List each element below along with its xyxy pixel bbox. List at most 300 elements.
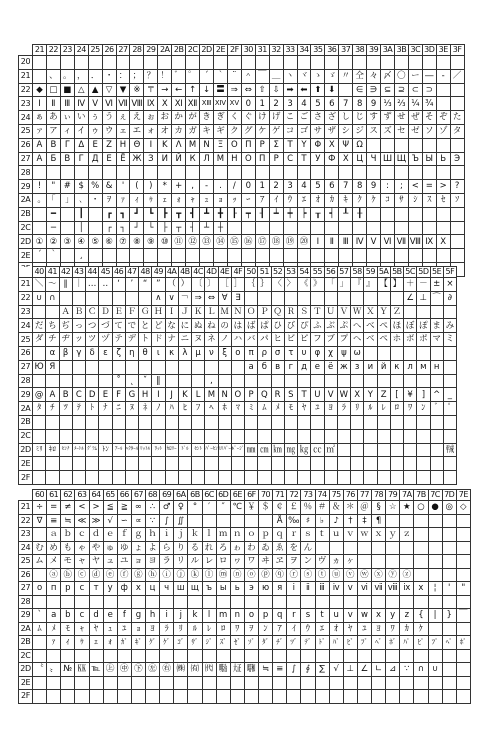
glyph-cell xyxy=(284,291,297,305)
glyph-cell: ⓝ xyxy=(230,568,244,582)
glyph-cell xyxy=(283,56,297,70)
glyph-cell: ト xyxy=(139,333,152,347)
glyph-cell: パ xyxy=(258,333,271,347)
glyph-cell: ⓘ xyxy=(160,568,174,582)
glyph-cell: ヮ xyxy=(230,555,244,569)
glyph-cell: を xyxy=(287,541,301,555)
glyph-cell: ： xyxy=(116,69,130,83)
glyph-cell xyxy=(112,471,125,485)
glyph-cell: ﾚ xyxy=(377,402,390,416)
glyph-cell: ¨ xyxy=(227,69,241,83)
glyph-cell: ⑦ xyxy=(116,235,130,249)
glyph-cell xyxy=(61,595,75,609)
glyph-cell xyxy=(33,568,47,582)
glyph-cell: ｨ xyxy=(130,193,144,207)
glyph-cell xyxy=(337,443,350,457)
glyph-cell: た xyxy=(450,111,464,125)
glyph-cell xyxy=(364,443,377,457)
glyph-cell: ⊃ xyxy=(422,83,436,97)
glyph-cell xyxy=(343,541,357,555)
glyph-cell: 」 xyxy=(337,278,350,292)
glyph-cell: 〓 xyxy=(213,83,227,97)
glyph-cell xyxy=(386,649,400,663)
glyph-cell xyxy=(325,166,339,180)
glyph-cell: ” xyxy=(152,278,165,292)
glyph-cell: ⇔ xyxy=(205,291,218,305)
glyph-cell: ザ xyxy=(325,124,339,138)
glyph-cell: ！ xyxy=(158,69,172,83)
glyph-cell: ボ xyxy=(404,333,417,347)
glyph-cell: ⓚ xyxy=(188,568,202,582)
glyph-cell: ㊧ xyxy=(146,663,160,677)
glyph-cell xyxy=(47,690,61,704)
glyph-cell: ⑪ xyxy=(172,235,186,249)
glyph-cell: ペ xyxy=(377,333,390,347)
glyph-cell xyxy=(160,676,174,690)
glyph-cell: д xyxy=(298,360,311,374)
glyph-cell: ※ xyxy=(130,83,144,97)
glyph-cell: Х xyxy=(339,152,353,166)
glyph-cell: ｕ xyxy=(329,528,343,542)
glyph-cell xyxy=(364,346,377,360)
glyph-cell: u xyxy=(329,609,343,623)
row-label: 23 xyxy=(19,97,33,111)
column-header: 37 xyxy=(339,45,353,56)
glyph-cell: Ｇ xyxy=(139,305,152,319)
table-row xyxy=(19,555,471,569)
glyph-cell xyxy=(216,676,230,690)
glyph-cell: Ⅰ xyxy=(33,97,47,111)
glyph-cell xyxy=(33,415,46,429)
glyph-cell xyxy=(329,595,343,609)
glyph-cell xyxy=(218,374,231,388)
glyph-cell: ＿ xyxy=(269,69,283,83)
glyph-cell xyxy=(117,595,131,609)
glyph-cell: ∪ xyxy=(33,291,46,305)
column-header: 48 xyxy=(139,267,152,278)
glyph-cell: ╂ xyxy=(353,207,367,221)
row-label: 21 xyxy=(19,69,33,83)
glyph-cell: c xyxy=(75,609,89,623)
glyph-cell xyxy=(61,690,75,704)
glyph-cell xyxy=(442,595,456,609)
glyph-cell xyxy=(152,360,165,374)
glyph-cell xyxy=(258,471,271,485)
glyph-cell: ﾒ xyxy=(47,622,61,636)
glyph-cell: 【 xyxy=(377,278,390,292)
glyph-cell: ｳ xyxy=(283,193,297,207)
glyph-cell xyxy=(311,374,324,388)
glyph-cell xyxy=(400,649,414,663)
glyph-cell xyxy=(165,374,178,388)
glyph-cell xyxy=(230,676,244,690)
glyph-cell: ⑤ xyxy=(88,235,102,249)
glyph-cell: Ё xyxy=(116,152,130,166)
glyph-cell: ﾅ xyxy=(99,402,112,416)
glyph-cell: き xyxy=(200,111,214,125)
glyph-cell: ∫ xyxy=(160,514,174,528)
table-corner xyxy=(19,267,33,278)
glyph-cell xyxy=(218,471,231,485)
glyph-cell: ﾃﾞ xyxy=(301,636,315,650)
glyph-cell xyxy=(394,249,408,263)
glyph-cell xyxy=(89,595,103,609)
glyph-cell: e xyxy=(103,609,117,623)
glyph-cell: ⊥ xyxy=(417,291,430,305)
glyph-cell xyxy=(255,221,269,235)
glyph-cell xyxy=(230,595,244,609)
glyph-cell: ∽ xyxy=(117,514,131,528)
glyph-cell: ， xyxy=(74,69,88,83)
glyph-cell: く xyxy=(227,111,241,125)
glyph-cell: ν xyxy=(205,346,218,360)
glyph-cell: ｉ xyxy=(160,528,174,542)
glyph-cell xyxy=(456,595,470,609)
glyph-cell: ｹ xyxy=(367,193,381,207)
glyph-cell: Ⅰ xyxy=(311,235,325,249)
glyph-cell xyxy=(450,97,464,111)
glyph-cell: ⑯ xyxy=(241,235,255,249)
glyph-cell xyxy=(271,291,284,305)
glyph-cell: ∟ xyxy=(372,663,386,677)
column-header: 50 xyxy=(245,267,258,278)
column-header: 55 xyxy=(311,267,324,278)
glyph-cell: ㍽ xyxy=(230,663,244,677)
glyph-cell: カ xyxy=(172,124,186,138)
table-row xyxy=(19,111,465,125)
glyph-cell: ｂ xyxy=(61,528,75,542)
glyph-cell: к xyxy=(390,360,403,374)
glyph-cell xyxy=(86,291,99,305)
glyph-cell xyxy=(430,374,443,388)
glyph-cell: ｚ xyxy=(400,528,414,542)
glyph-cell: k xyxy=(188,609,202,623)
row-label: 23 xyxy=(19,528,33,542)
glyph-cell: = xyxy=(47,501,61,515)
glyph-cell: ﾝ xyxy=(417,402,430,416)
glyph-cell xyxy=(259,595,273,609)
glyph-cell xyxy=(46,305,59,319)
glyph-cell: Γ xyxy=(60,138,74,152)
glyph-cell: ﾖ xyxy=(372,622,386,636)
column-header: 30 xyxy=(241,45,255,56)
glyph-cell: ｛ xyxy=(245,278,258,292)
glyph-cell xyxy=(178,429,191,443)
glyph-cell xyxy=(351,415,364,429)
column-header: 47 xyxy=(125,267,138,278)
table-row xyxy=(19,636,471,650)
glyph-cell: ヲ xyxy=(287,555,301,569)
glyph-cell xyxy=(408,249,422,263)
glyph-cell: - xyxy=(200,180,214,194)
glyph-cell: ∇ xyxy=(33,514,47,528)
glyph-cell: ア xyxy=(46,124,60,138)
glyph-cell xyxy=(178,360,191,374)
glyph-cell xyxy=(231,471,244,485)
glyph-cell: ∴ xyxy=(146,501,160,515)
glyph-cell xyxy=(192,360,205,374)
glyph-cell xyxy=(216,514,230,528)
column-header: 7B xyxy=(414,490,428,501)
glyph-cell xyxy=(72,415,85,429)
glyph-cell xyxy=(160,690,174,704)
glyph-cell: ゴ xyxy=(297,124,311,138)
glyph-cell: Β xyxy=(46,138,60,152)
glyph-cell xyxy=(404,443,417,457)
glyph-cell: 3 xyxy=(283,180,297,194)
column-header: 36 xyxy=(325,45,339,56)
glyph-cell xyxy=(103,690,117,704)
glyph-cell xyxy=(404,471,417,485)
table-row xyxy=(19,595,471,609)
row-label: 2D xyxy=(19,443,33,457)
glyph-cell: ｐ xyxy=(259,528,273,542)
glyph-cell xyxy=(186,56,200,70)
glyph-cell xyxy=(422,166,436,180)
glyph-cell: ？ xyxy=(144,69,158,83)
glyph-cell xyxy=(297,249,311,263)
row-label: 21 xyxy=(19,278,33,292)
column-header: 56 xyxy=(324,267,337,278)
column-header: 5F xyxy=(443,267,456,278)
column-header: 2D xyxy=(201,45,212,54)
glyph-cell xyxy=(244,676,258,690)
row-label: 22 xyxy=(19,291,33,305)
glyph-cell: ⊆ xyxy=(381,83,395,97)
glyph-cell: * xyxy=(158,180,172,194)
glyph-cell: ! xyxy=(33,180,47,194)
glyph-cell xyxy=(284,415,297,429)
glyph-cell: ‚ xyxy=(205,374,218,388)
glyph-cell xyxy=(60,207,74,221)
glyph-cell: ο xyxy=(231,346,244,360)
glyph-cell: ≡ xyxy=(47,514,61,528)
table-row xyxy=(19,249,465,263)
glyph-cell: ｾ xyxy=(436,193,450,207)
glyph-cell: ﾐ xyxy=(245,402,258,416)
glyph-cell: Ⅵ xyxy=(102,97,116,111)
glyph-cell: ﾍｸﾀｰﾙ xyxy=(125,443,138,457)
glyph-cell xyxy=(298,429,311,443)
glyph-cell: Ⅷ xyxy=(408,235,422,249)
glyph-cell: п xyxy=(47,582,61,596)
glyph-cell: の xyxy=(218,319,231,333)
glyph-cell xyxy=(174,690,188,704)
glyph-cell: ｶﾞ xyxy=(117,636,131,650)
glyph-cell xyxy=(174,649,188,663)
glyph-cell: ＾ xyxy=(241,69,255,83)
row-label: 2F xyxy=(19,690,33,704)
glyph-cell: j xyxy=(174,609,188,623)
glyph-cell xyxy=(61,649,75,663)
glyph-cell xyxy=(311,291,324,305)
glyph-cell: B xyxy=(59,388,72,402)
glyph-cell xyxy=(443,415,456,429)
table-row xyxy=(19,609,471,623)
glyph-cell: ク xyxy=(227,124,241,138)
glyph-cell: ／ xyxy=(450,69,464,83)
glyph-cell xyxy=(241,166,255,180)
column-header: 7E xyxy=(456,490,470,501)
glyph-cell xyxy=(456,514,470,528)
glyph-cell: ㈱ xyxy=(174,663,188,677)
glyph-cell: ● xyxy=(428,501,442,515)
glyph-cell xyxy=(443,457,456,471)
column-header: 57 xyxy=(337,267,350,278)
glyph-cell: Ｖ xyxy=(337,305,350,319)
glyph-cell: ﾌ xyxy=(192,402,205,416)
glyph-cell: ｧ xyxy=(116,193,130,207)
glyph-cell: ｿ xyxy=(450,193,464,207)
glyph-cell xyxy=(357,595,371,609)
glyph-cell xyxy=(116,56,130,70)
glyph-cell: 7 xyxy=(339,97,353,111)
glyph-cell: ` xyxy=(33,609,47,623)
column-header: 62 xyxy=(61,490,75,501)
glyph-cell xyxy=(377,471,390,485)
glyph-cell: ｸﾞ xyxy=(146,636,160,650)
glyph-cell: ﾔ xyxy=(298,402,311,416)
glyph-cell xyxy=(400,555,414,569)
glyph-cell: ほ xyxy=(390,319,403,333)
glyph-cell: ″ xyxy=(216,501,230,515)
glyph-cell xyxy=(372,541,386,555)
glyph-cell xyxy=(283,221,297,235)
glyph-cell xyxy=(394,166,408,180)
glyph-cell xyxy=(99,360,112,374)
glyph-cell xyxy=(404,305,417,319)
glyph-cell: ⑬ xyxy=(200,235,214,249)
glyph-cell xyxy=(59,291,72,305)
glyph-cell: ｴ xyxy=(297,193,311,207)
glyph-cell: ≒ xyxy=(61,514,75,528)
glyph-cell: √ xyxy=(329,663,343,677)
glyph-cell xyxy=(74,166,88,180)
row-label: 2E xyxy=(19,249,33,263)
glyph-cell: ￥ xyxy=(244,501,258,515)
column-header: 71 xyxy=(273,490,287,501)
glyph-cell: 〃 xyxy=(339,69,353,83)
glyph-cell xyxy=(430,429,443,443)
glyph-cell: з xyxy=(351,360,364,374)
glyph-cell xyxy=(75,690,89,704)
row-label: 20 xyxy=(19,56,33,70)
glyph-cell xyxy=(428,528,442,542)
glyph-cell: ♯ xyxy=(301,514,315,528)
glyph-cell: ' xyxy=(442,582,456,596)
glyph-cell: % xyxy=(88,180,102,194)
glyph-cell xyxy=(231,429,244,443)
row-label: 26 xyxy=(19,346,33,360)
table-row xyxy=(19,501,471,515)
glyph-cell: ㍼ xyxy=(244,663,258,677)
column-header: 3D xyxy=(424,45,435,54)
glyph-cell: ┳ xyxy=(172,207,186,221)
glyph-cell: ③ xyxy=(60,235,74,249)
glyph-cell xyxy=(72,457,85,471)
glyph-cell: ゥ xyxy=(88,124,102,138)
glyph-cell: 8 xyxy=(353,180,367,194)
glyph-cell xyxy=(174,595,188,609)
glyph-cell: チ xyxy=(46,333,59,347)
glyph-cell xyxy=(337,471,350,485)
glyph-cell xyxy=(131,690,145,704)
column-header: 64 xyxy=(89,490,103,501)
glyph-cell xyxy=(364,457,377,471)
glyph-cell: ⑰ xyxy=(255,235,269,249)
glyph-cell: ㊨ xyxy=(160,663,174,677)
glyph-cell: ⑳ xyxy=(297,235,311,249)
glyph-cell xyxy=(436,138,450,152)
glyph-cell: イ xyxy=(74,124,88,138)
glyph-cell: d xyxy=(89,609,103,623)
glyph-cell: Ｓ xyxy=(298,305,311,319)
glyph-cell: ． xyxy=(88,69,102,83)
glyph-cell xyxy=(315,676,329,690)
glyph-cell xyxy=(443,305,456,319)
glyph-cell: ё xyxy=(324,360,337,374)
glyph-cell: ﾌﾞ xyxy=(357,636,371,650)
glyph-cell: ＊ xyxy=(343,501,357,515)
glyph-cell xyxy=(99,429,112,443)
glyph-cell: ｃ xyxy=(75,528,89,542)
glyph-cell: ｾﾝﾄ xyxy=(192,443,205,457)
glyph-cell: そ xyxy=(422,111,436,125)
glyph-cell: ￠ xyxy=(273,501,287,515)
glyph-cell xyxy=(390,457,403,471)
glyph-cell: ¶ xyxy=(372,514,386,528)
glyph-cell: Ж xyxy=(130,152,144,166)
glyph-cell xyxy=(230,514,244,528)
glyph-cell: E xyxy=(99,388,112,402)
glyph-cell: ぉ xyxy=(144,111,158,125)
glyph-cell xyxy=(33,457,46,471)
glyph-cell xyxy=(59,415,72,429)
glyph-cell xyxy=(298,291,311,305)
glyph-cell: ｈ xyxy=(146,528,160,542)
glyph-cell xyxy=(297,221,311,235)
glyph-cell: ⓤ xyxy=(329,568,343,582)
glyph-cell xyxy=(125,471,138,485)
glyph-cell: ｾﾞ xyxy=(230,636,244,650)
glyph-cell: ┯ xyxy=(241,207,255,221)
glyph-cell xyxy=(158,56,172,70)
glyph-cell xyxy=(188,649,202,663)
glyph-cell: Y xyxy=(364,388,377,402)
glyph-cell: サ xyxy=(311,124,325,138)
glyph-cell: я xyxy=(273,582,287,596)
glyph-cell: ﾄ xyxy=(86,402,99,416)
glyph-cell: ― xyxy=(422,69,436,83)
glyph-cell: Й xyxy=(172,152,186,166)
glyph-cell xyxy=(59,360,72,374)
glyph-cell: h xyxy=(146,609,160,623)
glyph-cell xyxy=(377,443,390,457)
glyph-cell xyxy=(450,221,464,235)
glyph-cell: ∂ xyxy=(443,291,456,305)
glyph-cell: Ζ xyxy=(102,138,116,152)
glyph-cell: М xyxy=(213,152,227,166)
glyph-cell: ▽ xyxy=(102,83,116,97)
glyph-cell: а xyxy=(245,360,258,374)
glyph-cell: ﾓ xyxy=(61,622,75,636)
glyph-cell xyxy=(231,374,244,388)
column-header: 45 xyxy=(99,267,112,278)
glyph-cell: 〉 xyxy=(284,278,297,292)
glyph-cell: ъ xyxy=(202,582,216,596)
glyph-cell: ⓕ xyxy=(117,568,131,582)
table-row xyxy=(19,319,457,333)
